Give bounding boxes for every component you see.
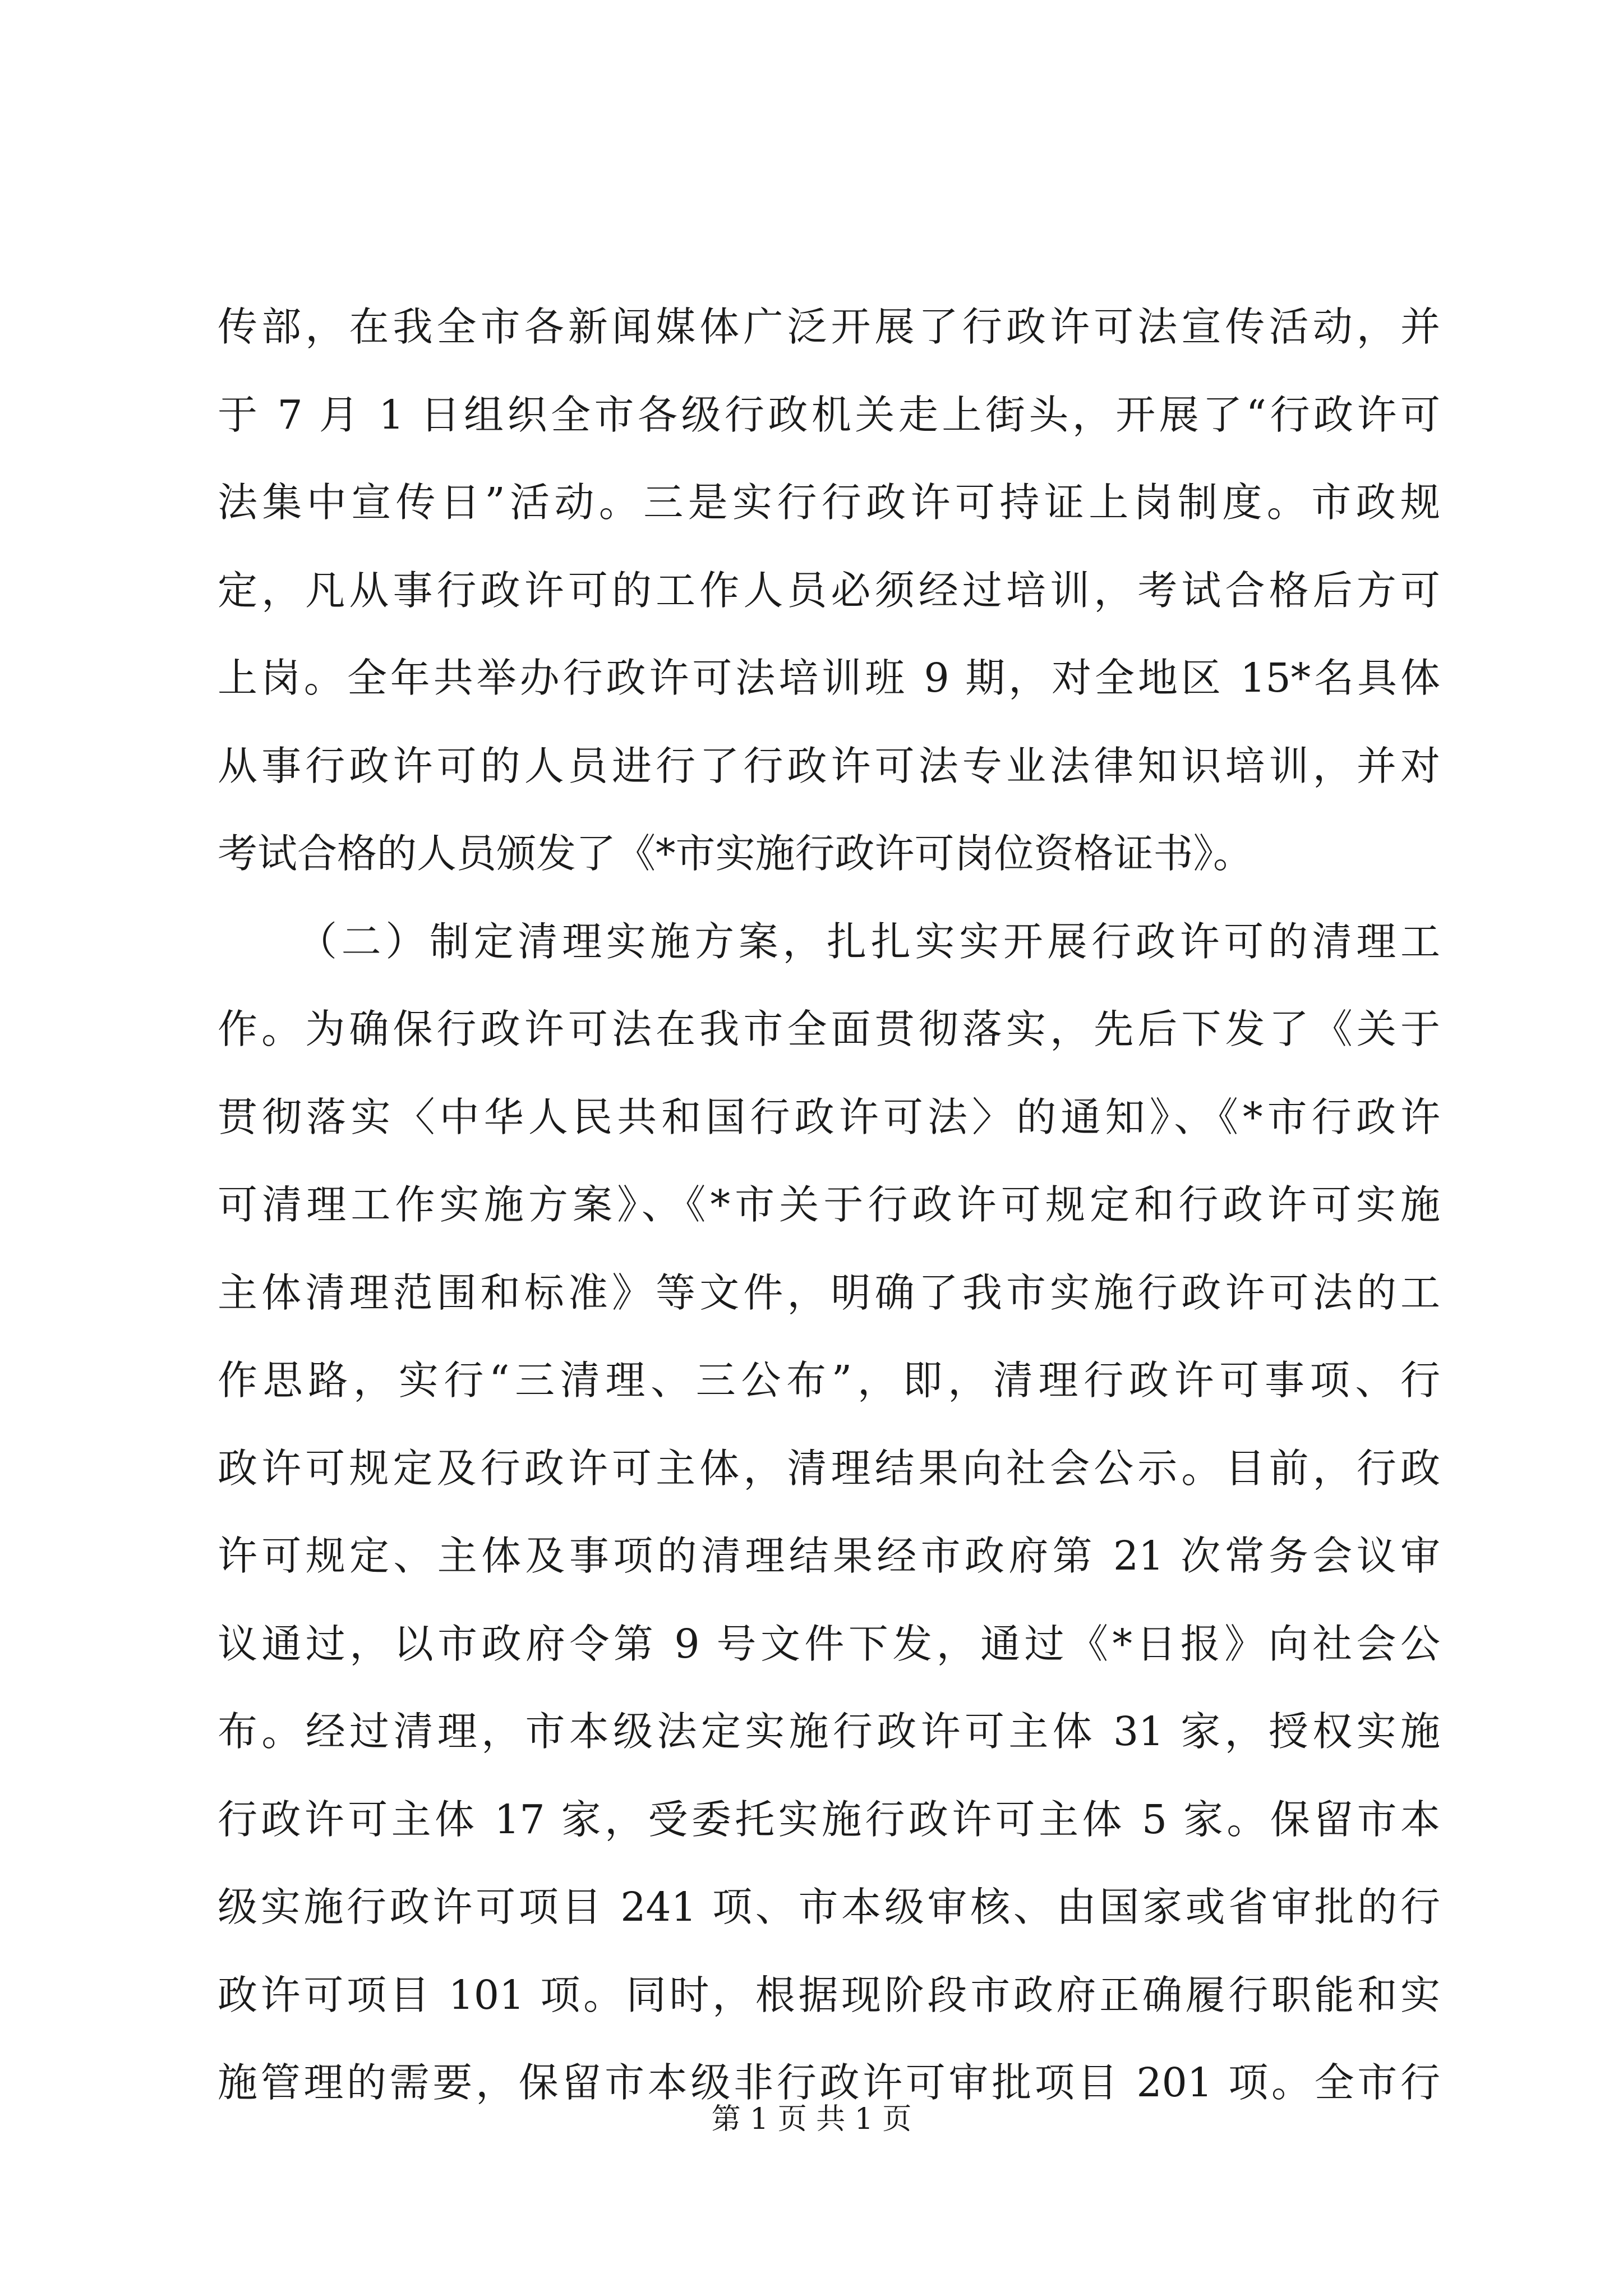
text-line: 贯彻落实〈中华人民共和国行政许可法〉的通知》、《*市行政许	[218, 1093, 1440, 1140]
text-line: 从事行政许可的人员进行了行政许可法专业法律知识培训，并对	[218, 742, 1440, 789]
text-line: 级实施行政许可项目 241 项、市本级审核、由国家或省审批的行	[218, 1884, 1440, 1930]
text-line: 布。经过清理，市本级法定实施行政许可主体 31 家，授权实施	[218, 1708, 1440, 1755]
text-line: 主体清理范围和标准》等文件，明确了我市实施行政许可法的工	[218, 1269, 1440, 1316]
section-heading-line: （二）制定清理实施方案，扎扎实实开展行政许可的清理工	[297, 918, 1440, 965]
text-line: 议通过，以市政府令第 9 号文件下发，通过《*日报》向社会公	[218, 1620, 1440, 1667]
text-line: 传部，在我全市各新闻媒体广泛开展了行政许可法宣传活动，并	[218, 303, 1440, 350]
document-body	[218, 283, 1440, 2127]
text-line: 可清理工作实施方案》、《*市关于行政许可规定和行政许可实施	[218, 1181, 1440, 1228]
text-line: 定，凡从事行政许可的工作人员必须经过培训，考试合格后方可	[218, 567, 1440, 614]
text-line: 上岗。全年共举办行政许可法培训班 9 期，对全地区 15*名具体	[218, 655, 1440, 701]
text-line: 政许可项目 101 项。同时，根据现阶段市政府正确履行职能和实	[218, 1971, 1440, 2018]
text-line: 作。为确保行政许可法在我市全面贯彻落实，先后下发了《关于	[218, 1006, 1440, 1052]
text-line: 政许可规定及行政许可主体，清理结果向社会公示。目前，行政	[218, 1444, 1440, 1492]
text-line: 许可规定、主体及事项的清理结果经市政府第 21 次常务会议审	[218, 1533, 1440, 1579]
text-line: 作思路，实行“三清理、三公布”，即，清理行政许可事项、行	[218, 1357, 1440, 1404]
text-line: 施管理的需要，保留市本级非行政许可审批项目 201 项。全市行	[218, 2059, 1440, 2106]
text-line: 于 7 月 1 日组织全市各级行政机关走上街头，开展了“行政许可	[218, 391, 1440, 438]
page-number-footer: 第 1 页 共 1 页	[711, 2102, 912, 2136]
text-line: 考试合格的人员颁发了《*市实施行政许可岗位资格证书》。	[218, 830, 1253, 877]
text-line: 法集中宣传日”活动。三是实行行政许可持证上岗制度。市政规	[218, 479, 1440, 526]
text-line: 行政许可主体 17 家，受委托实施行政许可主体 5 家。保留市本	[218, 1796, 1440, 1843]
